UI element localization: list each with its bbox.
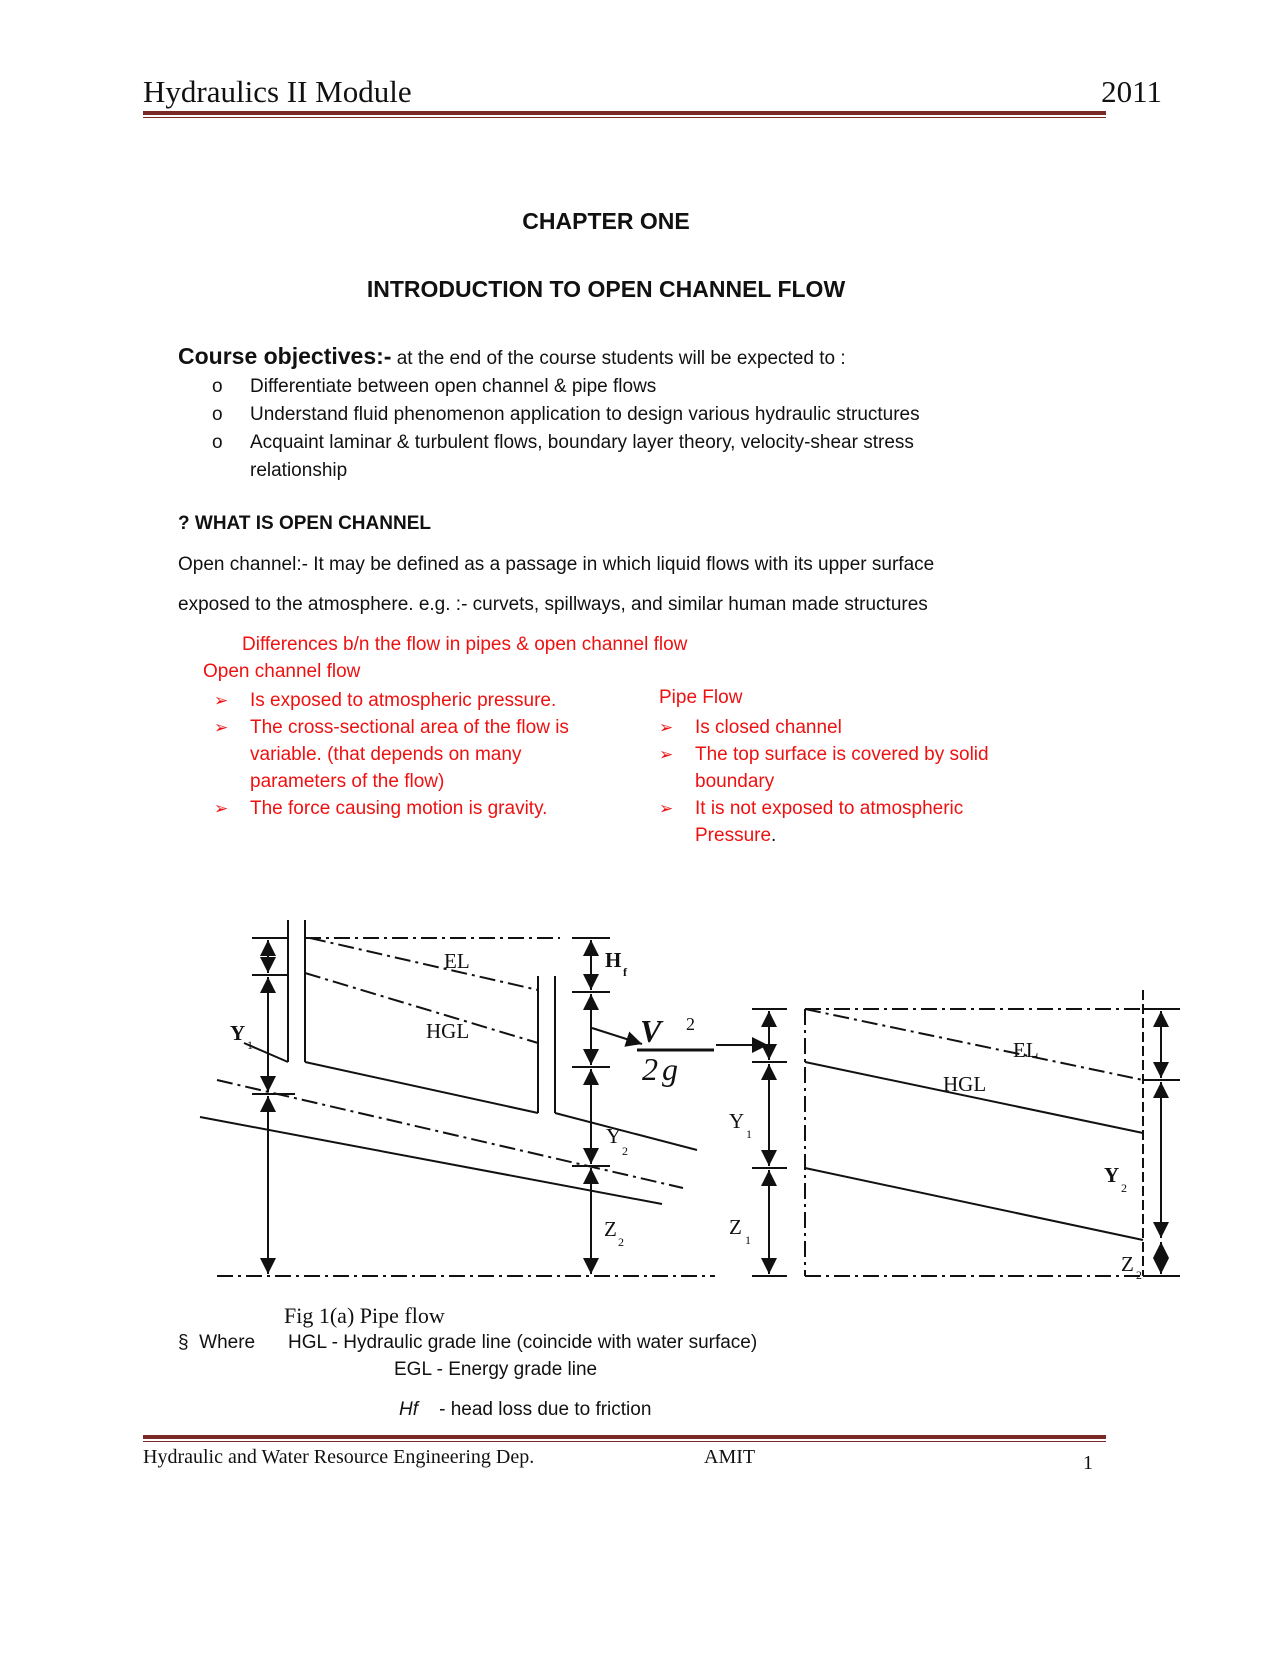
list-item: o Acquaint laminar & turbulent flows, boundary layer theory, velocity-shear stress: [212, 432, 914, 453]
open-channel-heading: Open channel flow: [203, 661, 361, 682]
objectives-intro: Course objectives:- at the end of the course students will be expected to :: [178, 343, 846, 369]
channel-bed: [805, 1168, 1143, 1240]
svg-text:1: 1: [746, 1127, 752, 1141]
label-hf: H: [605, 948, 622, 972]
legend-egl: EGL - Energy grade line: [394, 1359, 598, 1380]
list-item: ➢ The force causing motion is gravity.: [214, 798, 548, 819]
label-z2-right: Z: [1121, 1252, 1134, 1276]
label-el-right: EL: [1013, 1038, 1039, 1062]
section-heading: ? WHAT IS OPEN CHANNEL: [178, 513, 431, 534]
legend-where: § Where: [178, 1332, 256, 1353]
list-item: ➢ Is closed channel: [659, 717, 842, 738]
list-item: o Understand fluid phenomenon application to design various hydraulic structures: [212, 404, 920, 425]
header-title: Hydraulics II Module: [143, 74, 412, 109]
list-item: relationship: [250, 460, 348, 481]
energy-line: [805, 1009, 1143, 1080]
objectives-label: Course objectives:-: [178, 343, 392, 369]
chapter-title: INTRODUCTION TO OPEN CHANNEL FLOW: [366, 276, 846, 302]
list-item: o Differentiate between open channel & pipe flows: [212, 376, 657, 397]
label-2g: 2g: [642, 1051, 682, 1087]
legend-hf: Hf - head loss due to friction: [399, 1399, 652, 1420]
list-item: ➢ The cross-sectional area of the flow is variable. (that depends on many parameters of the flow): [214, 717, 569, 792]
svg-text:f: f: [623, 965, 627, 979]
svg-text:2: 2: [686, 1014, 695, 1034]
list-item: ➢ Is exposed to atmospheric pressure.: [214, 690, 557, 711]
label-el: EL: [444, 949, 470, 973]
label-z2: Z: [604, 1217, 617, 1241]
label-z1: Z: [729, 1215, 742, 1239]
label-y2: Y: [606, 1124, 622, 1148]
header-year: 2011: [1101, 74, 1162, 109]
svg-text:2: 2: [1136, 1268, 1142, 1282]
pipe-flow-heading: Pipe Flow: [659, 687, 743, 708]
piezometer-tube-2: [538, 976, 555, 1113]
footer-department: Hydraulic and Water Resource Engineering Dep.: [143, 1446, 535, 1468]
legend-hgl: HGL - Hydraulic grade line (coincide with water surface): [288, 1332, 758, 1353]
label-v: V: [640, 1013, 662, 1049]
definition-line-2: exposed to the atmosphere. e.g. :- curvets, spillways, and similar human made structures: [178, 594, 928, 615]
svg-text:2: 2: [618, 1235, 624, 1249]
pipe-top-wall: [305, 1062, 697, 1150]
svg-text:1: 1: [745, 1233, 751, 1247]
pointer-arrow: [592, 1028, 642, 1044]
page-number: 1: [1083, 1452, 1093, 1474]
list-item: ➢ It is not exposed to atmospheric Pressure.: [659, 798, 964, 846]
label-hgl: HGL: [426, 1019, 470, 1043]
definition-line-1: Open channel:- It may be defined as a passage in which liquid flows with its upper surface: [178, 554, 935, 575]
label-hgl-right: HGL: [943, 1072, 987, 1096]
footer-author: AMIT: [704, 1446, 756, 1468]
piezometer-tube-1: [244, 920, 305, 1062]
list-item: ➢ The top surface is covered by solid boundary: [659, 744, 989, 792]
footer-rule: [143, 1435, 1106, 1442]
hgl-line: [305, 973, 538, 1043]
chapter-number: CHAPTER ONE: [522, 208, 690, 234]
label-y1-right: Y: [729, 1109, 745, 1133]
figure-caption: Fig 1(a) Pipe flow: [284, 1303, 445, 1328]
pipe-bottom-wall: [200, 1117, 662, 1204]
differences-title: Differences b/n the flow in pipes & open channel flow: [242, 634, 688, 655]
svg-text:2: 2: [622, 1144, 628, 1158]
dimension-ticks-right: [752, 1009, 1180, 1276]
label-y1: Y: [230, 1021, 246, 1045]
label-y2-right: Y: [1104, 1163, 1120, 1187]
svg-text:2: 2: [1121, 1181, 1127, 1195]
energy-line: [310, 938, 538, 990]
svg-text:1: 1: [247, 1038, 253, 1052]
